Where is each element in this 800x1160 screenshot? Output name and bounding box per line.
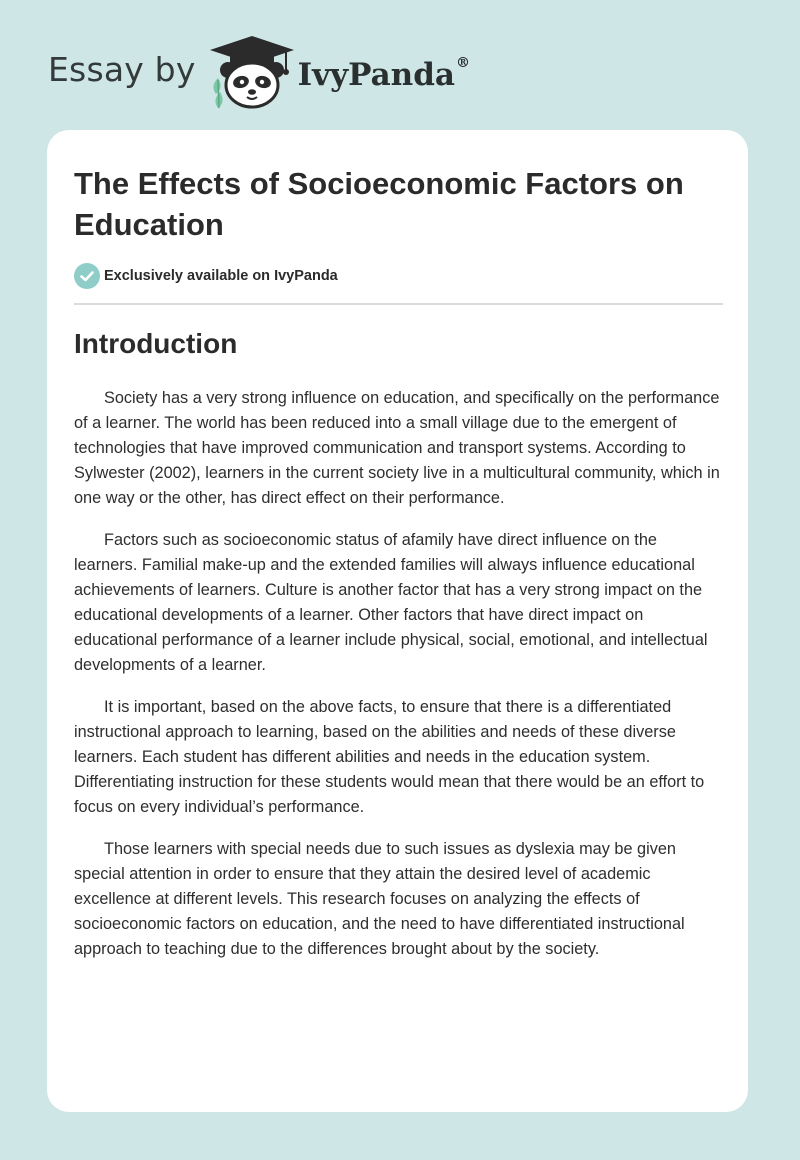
- check-circle-icon: [74, 263, 100, 289]
- section-heading: Introduction: [74, 328, 238, 359]
- paragraph: Those learners with special needs due to such issues as dyslexia may be given special attention in order to ensure that they attain the desired level of academic excellence at different levels. This research focuses on analyzing the effects of socioeconomic factors on education, and the need to have differentiated instructional approach to teaching due to the differences brought about by the society.: [74, 840, 685, 958]
- site-header: [48, 34, 470, 110]
- divider: [74, 303, 723, 305]
- exclusive-badge: [74, 263, 338, 289]
- panda-graduate-logo-icon[interactable]: [206, 34, 298, 110]
- paragraph: Factors such as socioeconomic status of afamily have direct influence on the learners. Familial make-up and the extended families will always influence educational achievements of learners. Culture is another factor that has a very strong impact on the educational developments of a learner. Other factors that have direct impact on educational performance of a learner include physical, social, emotional, and intellectual developments of a learner.: [74, 531, 708, 674]
- exclusive-label: Exclusively available on IvyPanda: [104, 268, 338, 284]
- paragraph: Society has a very strong influence on education, and specifically on the performance of a learner. The world has been reduced into a small village due to the emergent of technologies that have improved communication and transport systems. According to Sylwester (2002), learners in the current society live in a multicultural community, which in one way or the other, has direct effect on their performance.: [74, 389, 720, 507]
- paragraph: It is important, based on the above facts, to ensure that there is a differentiated instructional approach to learning, based on the abilities and needs of these diverse learners. Each student has different abilities and needs in the education system. Differentiating instruction for these students would mean that there would be an effort to focus on every individual’s performance.: [74, 698, 705, 816]
- essay-by-label: Essay by: [48, 49, 196, 89]
- registered-mark: ®: [455, 55, 470, 71]
- essay-title: The Effects of Socioeconomic Factors on Education: [74, 166, 684, 242]
- essay-body: [74, 386, 724, 979]
- brand-name[interactable]: [298, 57, 470, 93]
- brand-name-text: IvyPanda: [297, 57, 455, 93]
- essay-card: [47, 130, 748, 1112]
